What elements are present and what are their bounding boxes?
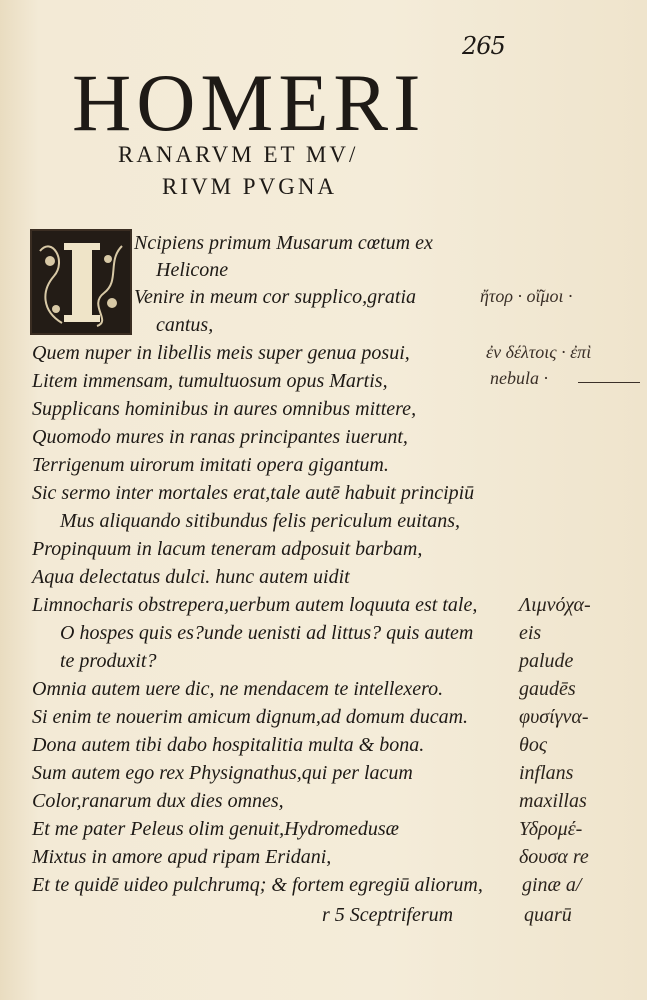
text-line: Mixtus in amore apud ripam Eridani, bbox=[32, 846, 332, 868]
margin-note: gaudēs bbox=[519, 678, 576, 700]
text-line: Et te quidē uideo pulchrumq; & fortem egregiū aliorum, bbox=[32, 874, 483, 896]
margin-note: φυσίγνα- bbox=[519, 706, 589, 728]
text-line: Sic sermo inter mortales erat,tale autē habuit principiū bbox=[32, 482, 475, 504]
margin-note: nebula · bbox=[490, 368, 548, 388]
margin-note: quarū bbox=[524, 904, 572, 926]
margin-rule bbox=[578, 382, 640, 383]
text-line: Aqua delectatus dulci. hunc autem uidit bbox=[32, 566, 350, 588]
text-line: Mus aliquando sitibundus felis periculum euitans, bbox=[60, 510, 460, 532]
subtitle-line-2: RIVM PVGNA bbox=[162, 174, 338, 199]
text-line: te produxit? bbox=[60, 650, 157, 672]
margin-note: θος bbox=[519, 734, 547, 756]
margin-note: palude bbox=[519, 650, 574, 672]
margin-note: ἐν δέλτοις · ἐπὶ bbox=[486, 342, 592, 362]
margin-note: inflans bbox=[519, 762, 574, 784]
page-number: 265 bbox=[462, 32, 505, 60]
text-line: O hospes quis es?unde uenisti ad littus? quis autem bbox=[60, 622, 474, 644]
text-line: cantus, bbox=[156, 314, 214, 336]
margin-note: maxillas bbox=[519, 790, 587, 812]
text-line: Quem nuper in libellis meis super genua posui, bbox=[32, 342, 410, 364]
decorated-initial-i-icon bbox=[32, 231, 130, 333]
margin-note: eis bbox=[519, 622, 542, 644]
text-line: Et me pater Peleus olim genuit,Hydromedusæ bbox=[32, 818, 399, 840]
catchword-line: r 5 Sceptriferum bbox=[322, 904, 454, 926]
text-line: Quomodo mures in ranas principantes iuerunt, bbox=[32, 426, 408, 448]
margin-note: ἤτορ · οἴ͂μοι · bbox=[480, 286, 573, 306]
text-line: Si enim te nouerim amicum dignum,ad domum ducam. bbox=[32, 706, 469, 728]
text-line: Ncipiens primum Musarum cœtum ex bbox=[134, 232, 433, 254]
text-line: Color,ranarum dux dies omnes, bbox=[32, 790, 284, 812]
text-line: Supplicans hominibus in aures omnibus mittere, bbox=[32, 398, 417, 420]
margin-note: δουσα re bbox=[519, 846, 589, 868]
margin-note: Υδρομέ- bbox=[519, 818, 583, 840]
text-line: Litem immensam, tumultuosum opus Martis, bbox=[32, 370, 388, 392]
decorated-initial-i bbox=[30, 229, 132, 335]
page-title: HOMERI bbox=[72, 57, 426, 148]
text-line: Omnia autem uere dic, ne mendacem te intellexero. bbox=[32, 678, 444, 700]
margin-note: Λιμνόχα- bbox=[519, 594, 591, 616]
text-line: Dona autem tibi dabo hospitalitia multa & bona. bbox=[32, 734, 425, 756]
subtitle-line-1: RANARVM ET MV/ bbox=[118, 142, 359, 167]
text-line: Propinquum in lacum teneram adposuit barbam, bbox=[32, 538, 423, 560]
text-line: Sum autem ego rex Physignathus,qui per lacum bbox=[32, 762, 413, 784]
text-line: Helicone bbox=[156, 259, 229, 281]
text-line: Venire in meum cor supplico,gratia bbox=[134, 286, 417, 308]
text-line: Terrigenum uirorum imitati opera gigantum. bbox=[32, 454, 389, 476]
margin-note: ginæ a/ bbox=[522, 874, 582, 896]
text-line: Limnocharis obstrepera,uerbum autem loquuta est tale, bbox=[32, 594, 478, 616]
